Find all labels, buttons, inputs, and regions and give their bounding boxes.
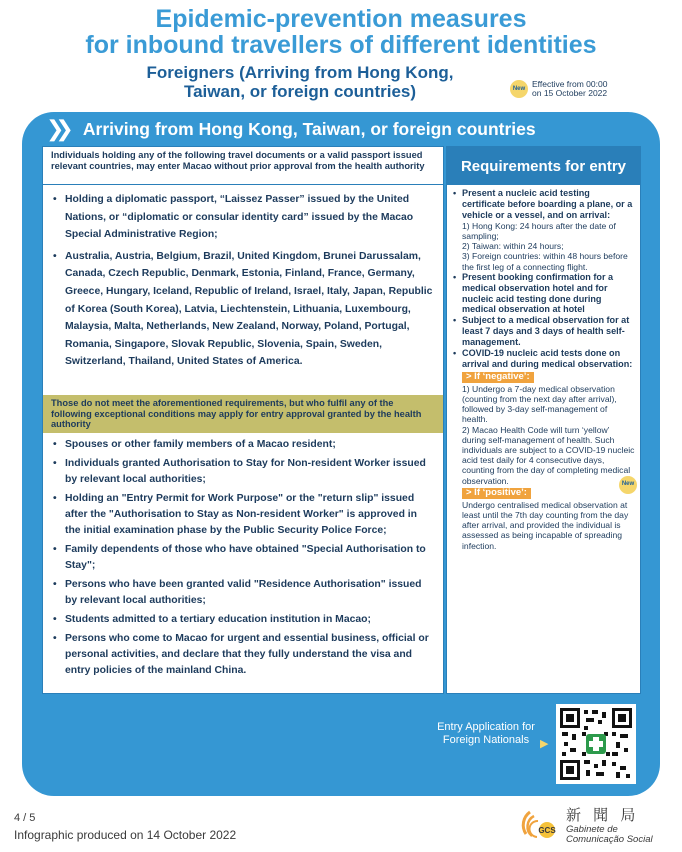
list-item: • Students admitted to a tertiary education institution in Macao; bbox=[53, 612, 435, 628]
positive-text: Undergo centralised medical observation at least until the 7th day counting from the day after arrival, and provided the individual is assessed as being incapable of spreading infection. bbox=[462, 499, 629, 551]
subtitle-line-2: Taiwan, or foreign countries) bbox=[183, 82, 417, 101]
requirement-lead: • Subject to a medical observation for at least 7 days and 3 days of health self-management. bbox=[462, 315, 630, 348]
list-item: • Individuals granted Authorisation to Stay for Non-resident Worker issued by relevant local authorities; bbox=[53, 456, 435, 488]
section-heading-text: Arriving from Hong Kong, Taiwan, or foreign countries bbox=[82, 118, 536, 139]
negative-step: 2) Macao Health Code will turn ‘yellow’ during self-management of health. Such individuals are subject to a COVID-19 nucleic acid test daily for 4 consecutive days, counting from the day of completing medical observation. bbox=[462, 424, 635, 486]
positive-tag: > If ‘positive’: bbox=[462, 488, 531, 499]
list-item: • Persons who have been granted valid "Residence Authorisation" issued by relevant local authorities; bbox=[53, 577, 435, 609]
requirements-column bbox=[446, 146, 641, 694]
requirements-header: Requirements for entry bbox=[447, 147, 640, 185]
exceptions-list bbox=[43, 437, 443, 682]
new-badge: New bbox=[510, 80, 528, 98]
requirement-item bbox=[453, 315, 635, 348]
title-line-1: Epidemic-prevention measures bbox=[155, 5, 527, 33]
subtitle-line-1: Foreigners (Arriving from Hong Kong, bbox=[146, 63, 454, 82]
requirement-sub: 1) Hong Kong: 24 hours after the date of sampling; bbox=[462, 220, 616, 241]
requirement-item bbox=[453, 348, 635, 551]
logo-portuguese-2: Comunicação Social bbox=[566, 833, 653, 845]
page-title bbox=[0, 6, 682, 58]
list-item: • Holding an "Entry Permit for Work Purpose" or the "return slip" issued after the "Authorisation to Stay as Non-resident Worker" is approved in the initial examination phase by the Public Security Police Force; bbox=[53, 491, 435, 539]
gcs-logo-icon bbox=[520, 804, 560, 844]
requirement-sub: 3) Foreign countries: within 48 hours before the first leg of a connecting flight. bbox=[462, 251, 628, 272]
logo-portuguese-1: Gabinete de bbox=[566, 823, 618, 835]
logo-chinese: 新 聞 局 bbox=[566, 806, 640, 824]
requirement-lead: • Present a nucleic acid testing certificate before boarding a plane, or a vehicle or a vessel, and on arrival: bbox=[462, 188, 633, 220]
double-chevron-icon: ❯❯ bbox=[46, 116, 65, 141]
requirement-item bbox=[453, 188, 635, 272]
list-item: • Australia, Austria, Belgium, Brazil, United Kingdom, Brunei Darussalam, Canada, Czech Republic, Denmark, Estonia, Finland, France, Germany, Greece, Hungary, Iceland, Republic of Ireland, Israel, Italy, Japan, Republic of Korea (South Korea), Latvia, Liechtenstein, Lithuania, Luxembourg, Malaysia, Malta, Netherlands, New Zealand, Norway, Poland, Portugal, Romania, Singapore, Slovak Republic, Slovenia, Spain, Sweden, Switzerland, Thailand, United States of America. bbox=[53, 248, 435, 371]
exception-header: Those do not meet the aforementioned requirements, but who fulfil any of the following exceptional conditions may apply for entry approval granted by the health authority bbox=[43, 395, 443, 433]
negative-tag: > If ‘negative’: bbox=[462, 372, 534, 383]
requirement-sub: 2) Taiwan: within 24 hours; bbox=[462, 241, 564, 252]
list-item: • Family dependents of those who have obtained "Special Authorisation to Stay"; bbox=[53, 542, 435, 574]
gcs-logo bbox=[520, 800, 680, 848]
list-item: • Spouses or other family members of a Macao resident; bbox=[53, 437, 435, 453]
arrow-right-icon: ▶ bbox=[540, 738, 549, 750]
page-number: 4 / 5 bbox=[14, 812, 36, 824]
eligibility-header: Individuals holding any of the following travel documents or a valid passport issued relevant countries, may enter Macao without prior approval from the health authority bbox=[43, 147, 443, 185]
new-badge: New bbox=[619, 476, 637, 494]
logo-abbr: GCS bbox=[538, 826, 556, 835]
effective-line-2: on 15 October 2022 bbox=[532, 88, 608, 98]
requirement-lead: • COVID-19 nucleic acid tests done on arrival and during medical observation: bbox=[462, 348, 633, 369]
qr-code[interactable] bbox=[556, 704, 636, 784]
entry-application-label: Entry Application for Foreign Nationals bbox=[437, 721, 535, 746]
section-heading bbox=[22, 115, 660, 143]
eligibility-column bbox=[42, 146, 444, 694]
effective-text bbox=[532, 80, 607, 98]
effective-line-1: Effective from 00:00 bbox=[532, 79, 608, 89]
travel-documents-list bbox=[43, 185, 443, 371]
list-item: • Holding a diplomatic passport, “Laissez Passer” issued by the United Nations, or “diplomatic or consular identity card” issued by the Macao Special Administrative Region; bbox=[53, 191, 435, 244]
requirements-body bbox=[447, 185, 640, 551]
logo-text bbox=[566, 804, 653, 845]
requirement-item bbox=[453, 272, 635, 316]
qr-code-graphic bbox=[560, 708, 632, 780]
negative-step: 1) Undergo a 7-day medical observation (counting from the next day after arrival), followed by 3-day self-management of health. bbox=[462, 383, 617, 425]
list-item: • Persons who come to Macao for urgent and essential business, official or personal activities, and declare that they fully understand the visa and entry policies of the mainland China. bbox=[53, 631, 435, 679]
title-line-2: for inbound travellers of different identities bbox=[85, 31, 597, 59]
page-subtitle bbox=[100, 63, 500, 101]
produced-date: Infographic produced on 14 October 2022 bbox=[14, 828, 237, 842]
effective-date bbox=[510, 80, 607, 98]
requirement-lead: • Present booking confirmation for a medical observation hotel and for nucleic acid testing done during medical observation at hotel bbox=[462, 271, 614, 315]
